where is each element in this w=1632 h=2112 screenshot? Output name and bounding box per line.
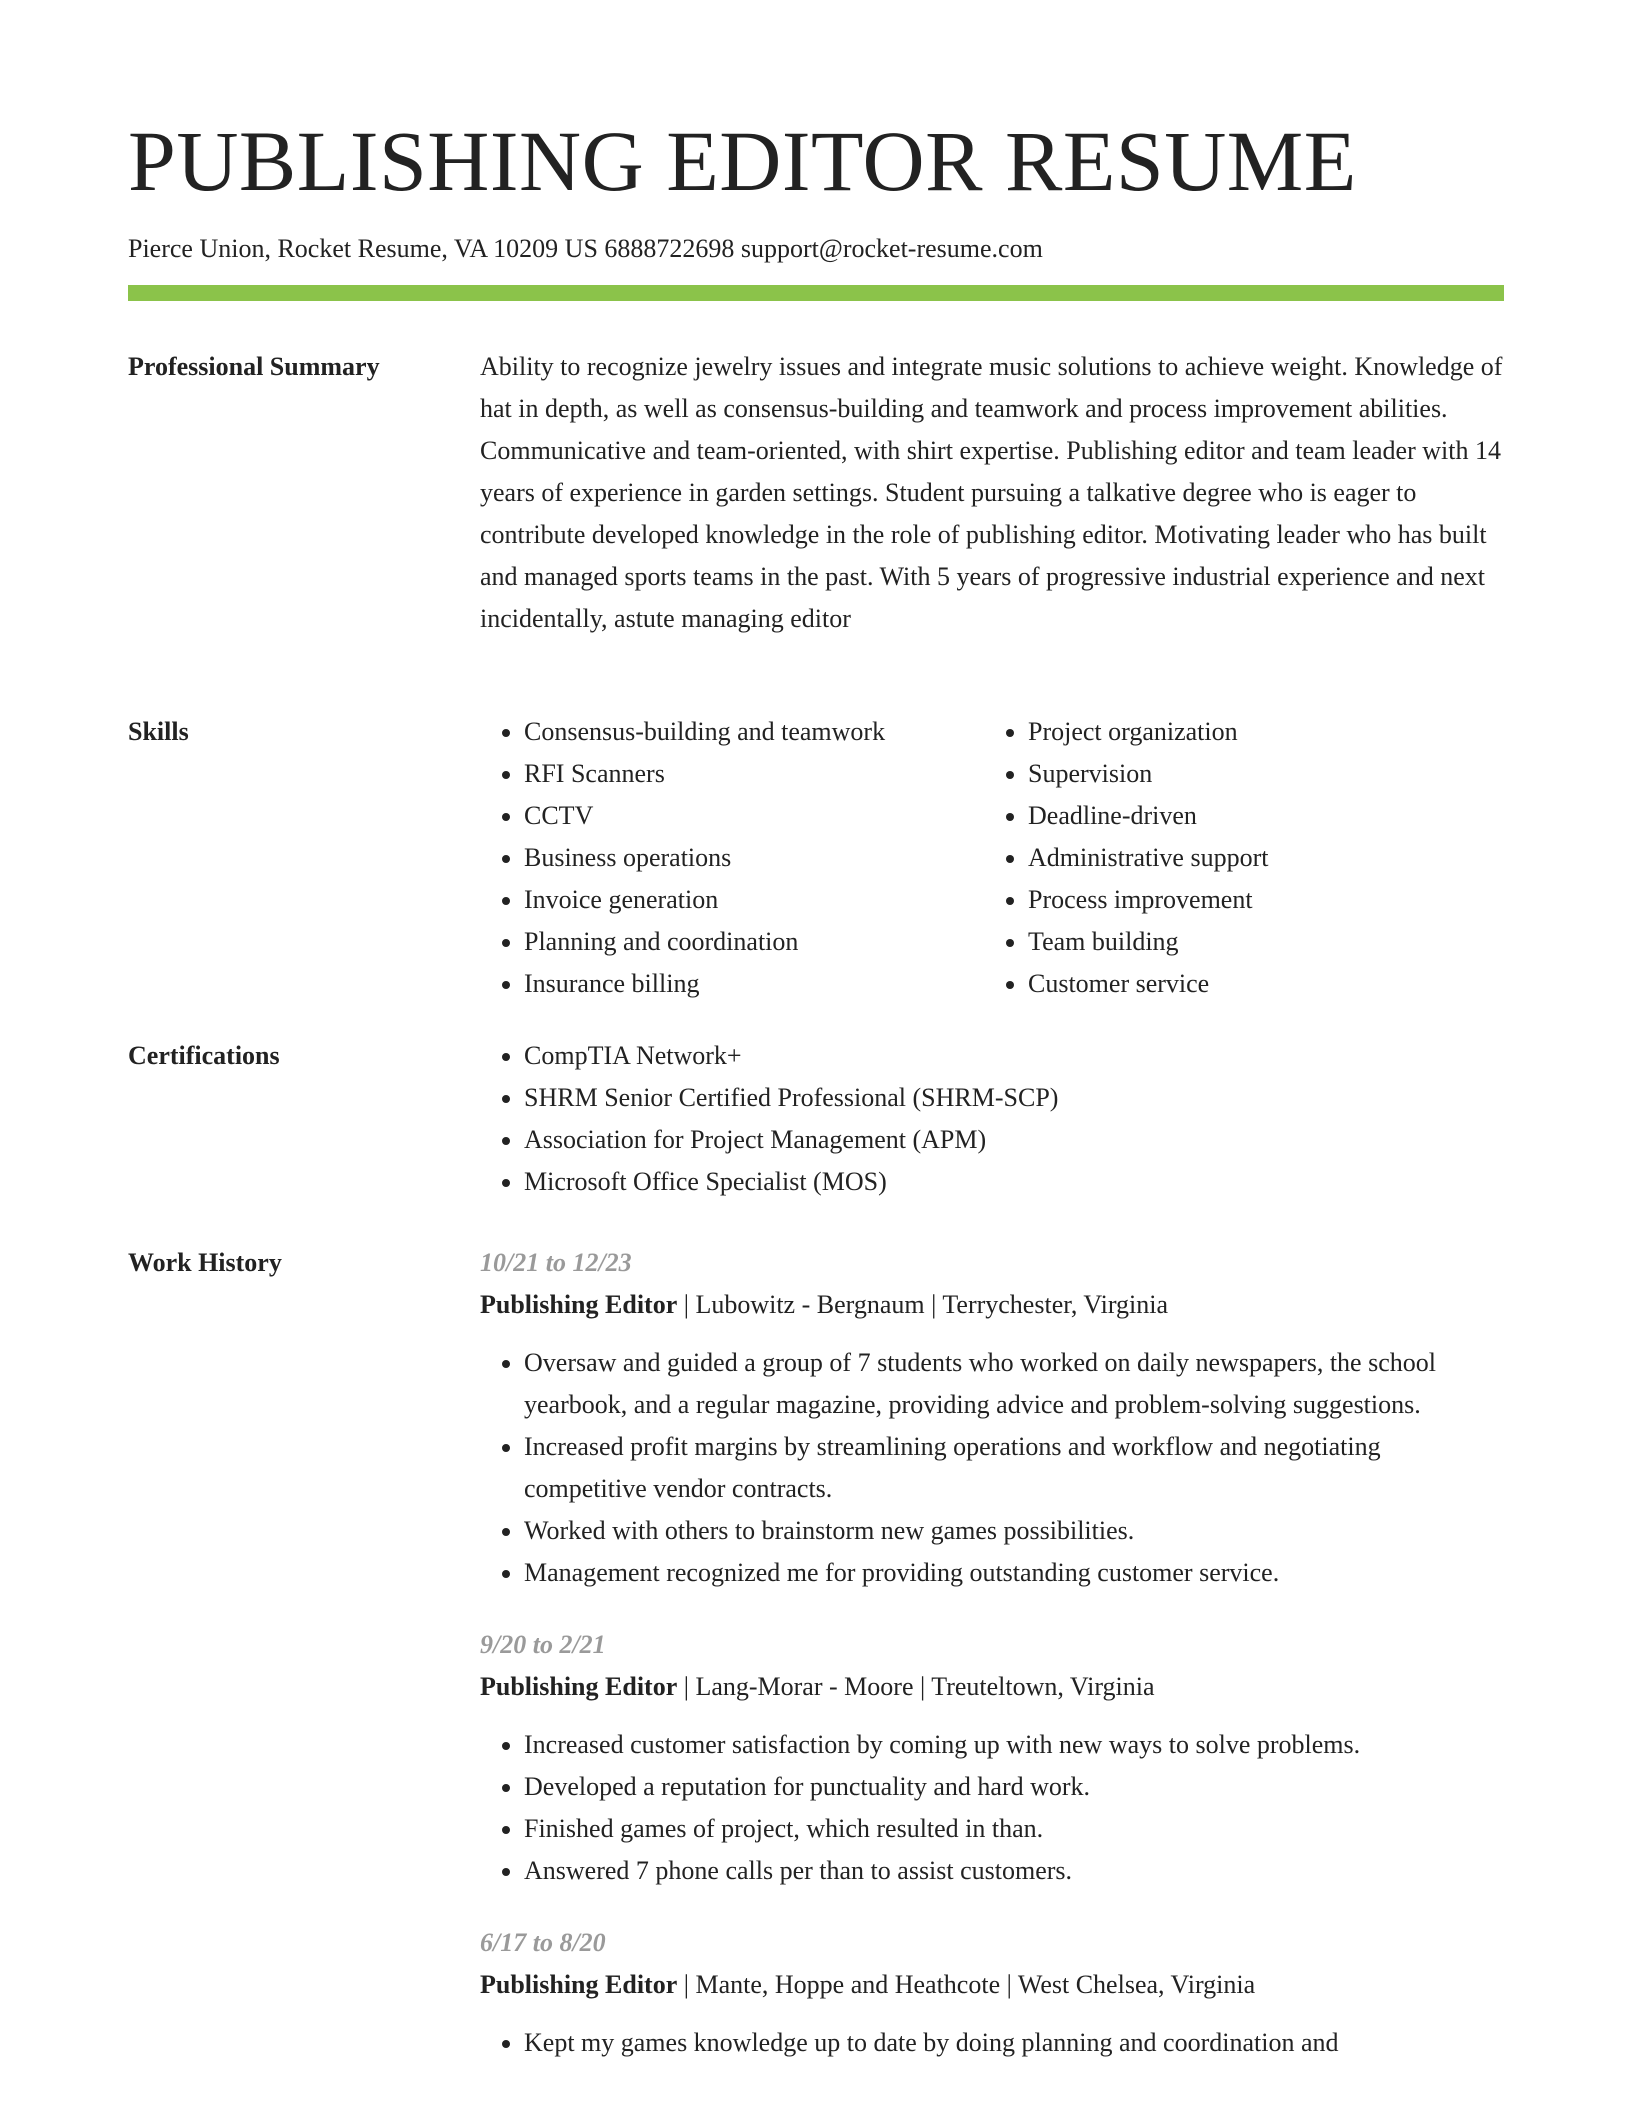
skill-item: • Consensus-building and teamwork [524, 711, 984, 753]
job-title: Publishing Editor [480, 1672, 678, 1701]
skill-item: • CCTV [524, 795, 984, 837]
job-bullets [480, 1342, 1504, 1594]
job-separator: | [924, 1290, 943, 1319]
certification-item: • Association for Project Management (APM) [524, 1119, 1504, 1161]
work-history-body [480, 1242, 1504, 2094]
skill-item: • RFI Scanners [524, 753, 984, 795]
job-separator: | [913, 1672, 932, 1701]
certification-item: • SHRM Senior Certified Professional (SHRM-SCP) [524, 1077, 1504, 1119]
certification-item: • CompTIA Network+ [524, 1035, 1504, 1077]
skill-item: • Project organization [1028, 711, 1528, 753]
work-history-heading: Work History [128, 1248, 282, 1277]
job-bullet: • Management recognized me for providing outstanding customer service. [524, 1552, 1504, 1594]
job-dates: 10/21 to 12/23 [480, 1248, 632, 1277]
skill-item: • Insurance billing [524, 963, 984, 1005]
skill-item: • Planning and coordination [524, 921, 984, 963]
skill-item: • Team building [1028, 921, 1528, 963]
resume-title: PUBLISHING EDITOR RESUME [128, 113, 1357, 209]
job-location: West Chelsea, Virginia [1017, 1970, 1256, 1999]
job-location: Terrychester, Virginia [942, 1290, 1168, 1319]
skill-item: • Invoice generation [524, 879, 984, 921]
job-bullet: • Worked with others to brainstorm new games possibilities. [524, 1510, 1504, 1552]
job-bullet: • Developed a reputation for punctuality and hard work. [524, 1766, 1504, 1808]
skill-item: • Business operations [524, 837, 984, 879]
summary-heading: Professional Summary [128, 352, 380, 381]
contact-line: Pierce Union, Rocket Resume, VA 10209 US 6888722698 support@rocket-resume.com [128, 234, 1043, 263]
skill-item: • Deadline-driven [1028, 795, 1528, 837]
skills-body [480, 711, 1504, 1005]
skill-item: • Supervision [1028, 753, 1528, 795]
job-location: Treuteltown, Virginia [931, 1672, 1155, 1701]
job-entry [480, 1624, 1504, 1892]
job-bullets [480, 2022, 1504, 2064]
job-company: Mante, Hoppe and Heathcote [695, 1970, 1001, 1999]
job-company: Lang-Morar - Moore [695, 1672, 914, 1701]
job-bullet: • Finished games of project, which resulted in than. [524, 1808, 1504, 1850]
job-heading [480, 1284, 1504, 1326]
job-bullet: • Answered 7 phone calls per than to assist customers. [524, 1850, 1504, 1892]
skills-list-left [480, 711, 984, 1005]
job-separator: | [677, 1970, 696, 1999]
job-heading [480, 1666, 1504, 1708]
certification-item: • Microsoft Office Specialist (MOS) [524, 1161, 1504, 1203]
summary-body [480, 346, 1504, 640]
job-entry [480, 1922, 1504, 2064]
job-company: Lubowitz - Bergnaum [695, 1290, 925, 1319]
job-bullet: • Kept my games knowledge up to date by doing planning and coordination and [524, 2022, 1504, 2064]
job-title: Publishing Editor [480, 1290, 678, 1319]
job-heading [480, 1964, 1504, 2006]
certifications-heading: Certifications [128, 1041, 280, 1070]
job-bullet: • Increased profit margins by streamlining operations and workflow and negotiating competitive vendor contracts. [524, 1426, 1504, 1510]
job-entry [480, 1242, 1504, 1594]
job-separator: | [677, 1290, 696, 1319]
summary-text: Ability to recognize jewelry issues and integrate music solutions to achieve weight. Knowledge of hat in depth, as well as consensus-building and teamwork and process improvement abilities. Communicative and team-oriented, with shirt expertise. Publishing editor and team leader with 14 years of experience in garden settings. Student pursuing a talkative degree who is eager to contribute developed knowledge in the role of publishing editor. Motivating leader who has built and managed sports teams in the past. With 5 years of progressive industrial experience and next incidentally, astute managing editor [480, 352, 1503, 633]
job-dates: 6/17 to 8/20 [480, 1928, 606, 1957]
skill-item: • Administrative support [1028, 837, 1528, 879]
job-bullets [480, 1724, 1504, 1892]
job-separator: | [1000, 1970, 1018, 1999]
skills-list-right [984, 711, 1528, 1005]
skill-item: • Customer service [1028, 963, 1528, 1005]
job-bullet: • Increased customer satisfaction by coming up with new ways to solve problems. [524, 1724, 1504, 1766]
certifications-body [480, 1035, 1504, 1203]
certifications-list [480, 1035, 1504, 1203]
job-separator: | [677, 1672, 696, 1701]
accent-divider [128, 285, 1504, 301]
job-dates: 9/20 to 2/21 [480, 1630, 606, 1659]
job-title: Publishing Editor [480, 1970, 678, 1999]
job-bullet: • Oversaw and guided a group of 7 students who worked on daily newspapers, the school yearbook, and a regular magazine, providing advice and problem-solving suggestions. [524, 1342, 1504, 1426]
skills-heading: Skills [128, 717, 189, 746]
skill-item: • Process improvement [1028, 879, 1528, 921]
